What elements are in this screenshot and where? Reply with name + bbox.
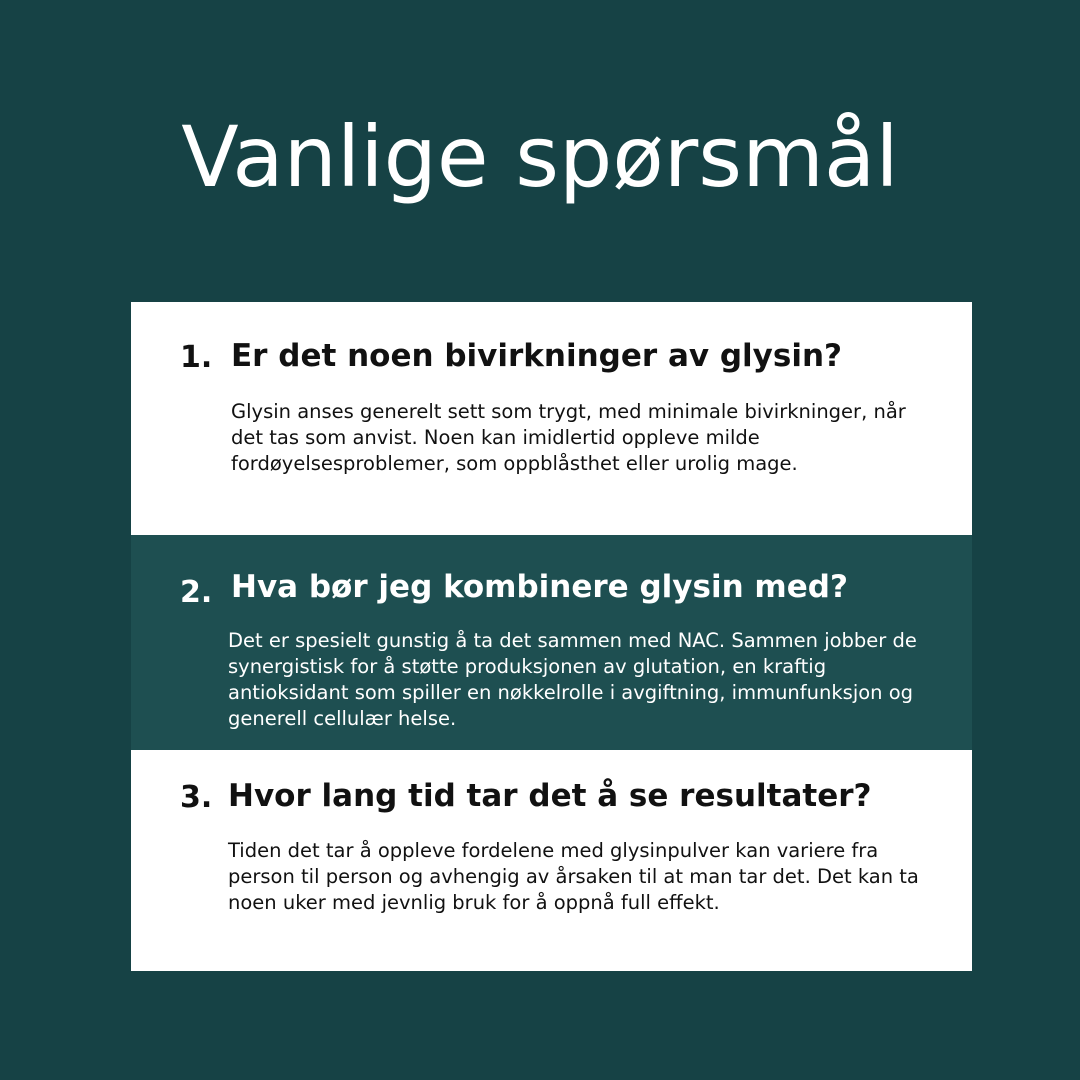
faq-question: Hva bør jeg kombinere glysin med? [231,569,848,605]
faq-question: Hvor lang tid tar det å se resultater? [228,778,872,814]
faq-number: 2. [180,575,213,610]
faq-answer: Glysin anses generelt sett som trygt, med minimale bivirkninger, når det tas som anvist. Noen kan imidlertid oppleve milde fordøyelsesproblemer, som oppblåsthet eller urolig mage. [231,400,906,475]
faq-item-side-effects [131,302,972,535]
faq-question: Er det noen bivirkninger av glysin? [231,338,843,374]
faq-number: 1. [180,340,213,375]
faq-item-combination [131,535,972,750]
faq-item-results-time [131,750,972,971]
faq-number: 3. [180,780,213,815]
faq-answer: Tiden det tar å oppleve fordelene med glysinpulver kan variere fra person til person og avhengig av årsaken til at man tar det. Det kan ta noen uker med jevnlig bruk for å oppnå full effekt. [228,839,919,914]
faq-list [131,302,972,971]
faq-answer: Det er spesielt gunstig å ta det sammen med NAC. Sammen jobber de synergistisk for å støtte produksjonen av glutation, en kraftig antioksidant som spiller en nøkkelrolle i avgiftning, immunfunksjon og generell cellulær helse. [228,629,917,730]
page-title: Vanlige spørsmål [181,108,899,206]
